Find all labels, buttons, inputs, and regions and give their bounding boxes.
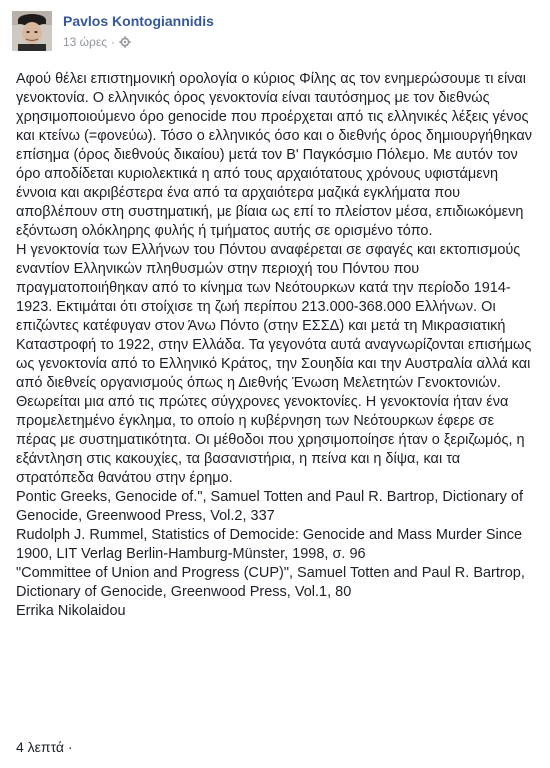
post-meta: [63, 35, 131, 49]
post-time[interactable]: 13 ώρες: [63, 35, 108, 49]
author-name[interactable]: Pavlos Kontogiannidis: [63, 13, 214, 29]
post-text: [16, 70, 538, 621]
meta-separator: ·: [111, 35, 116, 49]
reference-line: "Committee of Union and Progress (CUP)", Samuel Totten and Paul R. Bartrop, Dictionary of Genocide, Greenwood Press, Vol.1, 80: [16, 565, 525, 600]
post-paragraph: Η γενοκτονία των Ελλήνων του Πόντου αναφέρεται σε σφαγές και εκτοπισμούς εναντίον Ελληνικών πληθυσμών στην περιοχή του Πόντου που πραγματοποιήθηκαν από το κίνημα των Νεότουρκων κατά την περίοδο 1914-1923. Εκτιμάται ότι στοίχισε τη ζωή περίπου 213.000-368.000 Ελλήνων. Οι επιζώντες κατέφυγαν στον Άνω Πόντο (στην ΕΣΣΔ) και μετά τη Μικρασιατική Καταστροφή το 1922, στην Ελλάδα. Τα γεγονότα αυτά αναγνωρίζονται επισήμως ως γενοκτονία από το Ελληνικό Κράτος, την Σουηδία και την Αυστραλία αλλά και από διεθνείς οργανισμούς όπως η Διεθνής Ένωση Μελετητών Γενοκτονιών.: [16, 242, 532, 391]
comment-time[interactable]: 4 λεπτά ·: [16, 739, 73, 755]
attribution-line: Errika Nikolaidou: [16, 603, 126, 619]
avatar[interactable]: [12, 11, 52, 51]
post-paragraph: Θεωρείται μια από τις πρώτες σύγχρονες γενοκτονίες. Η γενοκτονία ήταν ένα προμελετημένο έγκλημα, το οποίο η κυβέρνηση των Νεότουρκων έφερε σε πέρας με συστηματικότητα. Οι μέθοδοι που χρησιμοποίησε ήταν ο ξεριζωμός, η εξάντληση στις κακουχίες, τα βασανιστήρια, η πείνα και η δίψα, και τα στρατόπεδα θανάτου στην έρημο.: [16, 394, 525, 486]
reference-line: Rudolph J. Rummel, Statistics of Democide: Genocide and Mass Murder Since 1900, LIT Verlag Berlin-Hamburg-Münster, 1998, σ. 96: [16, 527, 523, 562]
avatar-photo: [12, 11, 52, 51]
reference-line: Pontic Greeks, Genocide of.", Samuel Totten and Paul R. Bartrop, Dictionary of Genocide, Greenwood Press, Vol.2, 337: [16, 489, 523, 524]
post-paragraph: Αφού θέλει επιστημονική ορολογία ο κύριος Φίλης ας τον ενημερώσουμε τι είναι γενοκτονία. Ο ελληνικός όρος γενοκτονία είναι ταυτόσημος με τον διεθνώς χρησιμοποιούμενο όρο genocide που προέρχεται από τις ελληνικές λέξεις γένος και κτείνω (=φονεύω). Τόσο ο ελληνικός όσο και ο διεθνής όρος δημιουργήθηκαν επίσημα (όρος διεθνούς δικαίου) μετά τον Β' Παγκόσμιο Πόλεμο. Με αυτόν τον όρο αποδίδεται κυριολεκτικά η από τους αρχαιότατους χρόνους υφιστάμενη έννοια και ακριβέστερα ένα από τα αρχαιότερα μαζικά εγκλήματα που αποβλέπουν στη συστηματική, με βίαια ως επί το πλείστον μέσα, επιδιωκόμενη εξόντωση ολόκληρης φυλής ή τμήματος αυτής σε ορισμένο τόπο.: [16, 71, 532, 239]
gear-icon[interactable]: [119, 36, 131, 48]
